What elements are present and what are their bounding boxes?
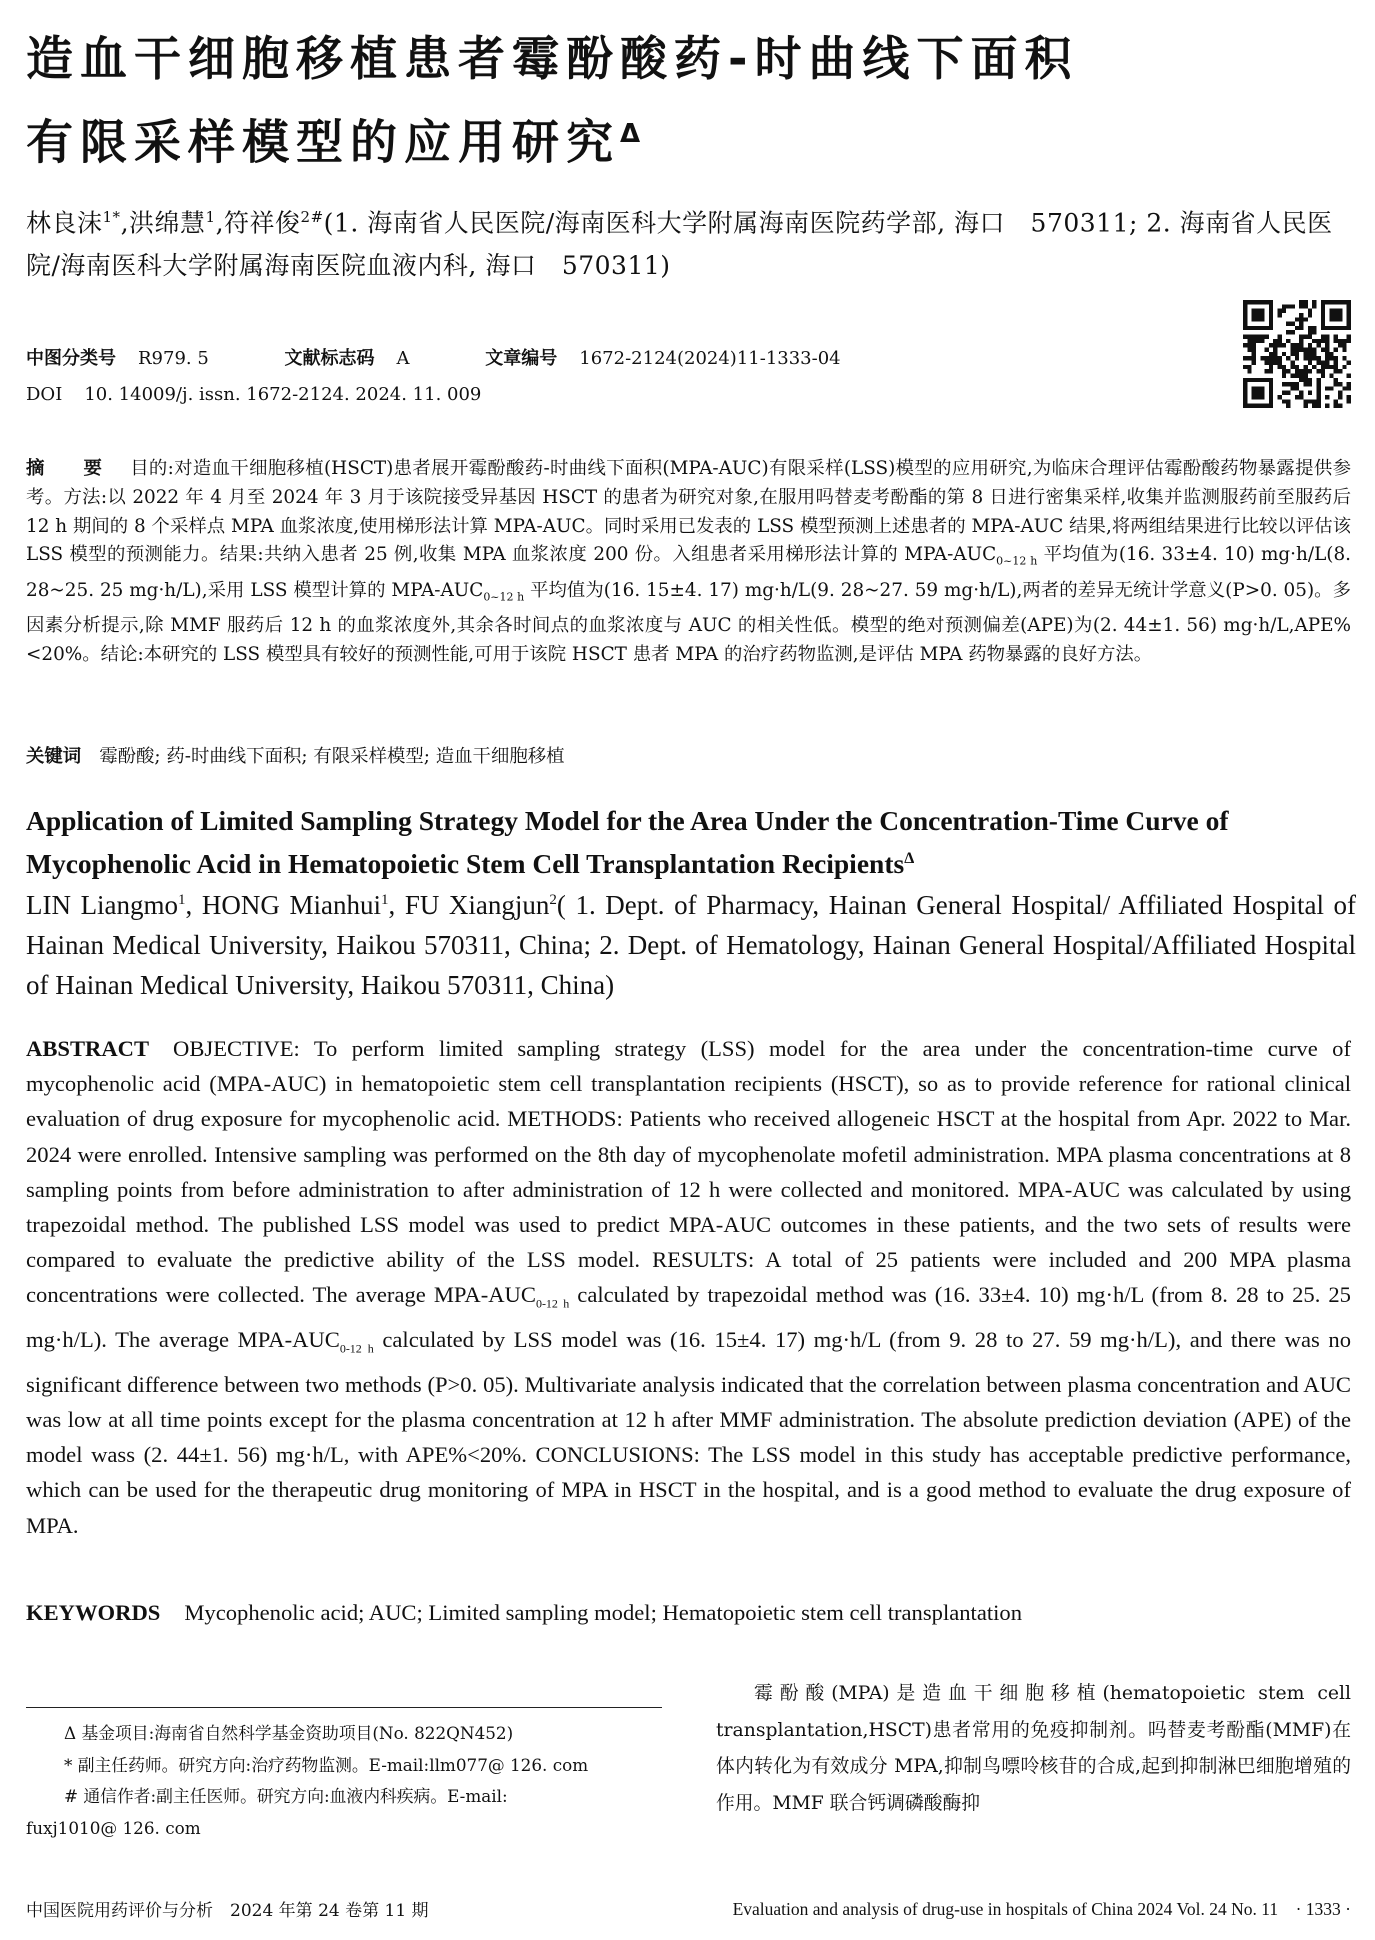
author-3-sup: 2# <box>300 208 324 226</box>
clc-value: R979. 5 <box>138 348 209 369</box>
en-author-3: FU Xiangjun <box>404 890 550 920</box>
title-line-1: 造血干细胞移植患者霉酚酸药-时曲线下面积 <box>26 32 1079 87</box>
cn-abstract-part-2: 平均值为(16. 33±4. 10) mg·h/L(8. 28~25. 25 mg·h/L),采用 LSS 模型计算的 MPA-AUC <box>26 544 1351 601</box>
en-article-title <box>26 802 1356 883</box>
doi-label: DOI <box>26 384 63 405</box>
cn-keywords-text: 霉酚酸; 药-时曲线下面积; 有限采样模型; 造血干细胞移植 <box>99 746 565 767</box>
en-abstract-part-2: calculated by trapezoidal method was (16. 33±4. 10) mg·h/L (from 8. 28 to 25. 25 mg·h/L). The average MPA-AUC <box>26 1282 1351 1353</box>
body-paragraph: 霉酚酸(MPA)是造血干细胞移植(hematopoietic stem cell transplantation,HSCT)患者常用的免疫抑制剂。吗替麦考酚酯(MMF)在体内转化为有效成分 MPA,抑制鸟嘌呤核苷的合成,起到抑制淋巴细胞增殖的作用。MMF 联合钙调磷酸酶抑 <box>716 1683 1351 1814</box>
footnote-corresponding: # 通信作者:副主任医师。研究方向:血液内科疾病。E-mail: <box>64 1786 508 1806</box>
en-title-fund-mark: Δ <box>904 850 915 867</box>
en-author-block: LIN Liangmo$^1$, HONG Mianhui$^1$, FU Xiangjun$^2$( 1. Dept. of Pharmacy, Hainan General Hospital/ Affiliated Hospital of Hainan Medical University, Haikou 570311, China; 2. Dept. of Hematology, Hainan General Hospital/Affiliated Hospital of Hainan Medical University, Haikou 570311, China) <box>26 890 1357 1000</box>
footnotes <box>26 1718 664 1844</box>
footnote-fund: Δ 基金项目:海南省自然科学基金资助项目(No. 822QN452) <box>64 1723 514 1743</box>
cn-keywords-label: 关键词 <box>26 746 82 767</box>
en-auc-subscript-1: 0-12 h <box>535 1296 570 1311</box>
en-author-1-sup: 1 <box>178 892 186 908</box>
author-affiliations: (1. 海南省人民医院/海南医科大学附属海南医院药学部, 海口 570311; 2. 海南省人民医院/海南医科大学附属海南医院血液内科, 海口 570311) <box>26 208 1333 281</box>
cn-keywords <box>26 743 1351 771</box>
clc-label: 中图分类号 <box>26 348 116 369</box>
title-line-2 <box>26 97 1351 181</box>
journal-footer-cn: 中国医院用药评价与分析 2024 年第 24 卷第 11 期 <box>26 1901 429 1921</box>
footnote-author: * 副主任药师。研究方向:治疗药物监测。E-mail:llm077@ 126. com <box>64 1754 589 1775</box>
article-number-label: 文章编号 <box>485 348 558 369</box>
author-1: 林良沫 <box>26 208 103 238</box>
en-author-2-sup: 1 <box>380 892 389 908</box>
footnote-divider <box>26 1707 662 1708</box>
classification-line <box>26 344 911 370</box>
article-number-value: 1672-2124(2024)11-1333-04 <box>579 348 841 369</box>
en-keywords-label: KEYWORDS <box>26 1600 161 1625</box>
doc-code-value: A <box>396 348 410 369</box>
en-author-affiliations: ( 1. Dept. of Pharmacy, Hainan General Hospital/ Affiliated Hospital of Hainan Medical University, Haikou 570311, China; 2. Dept. of Hematology, Hainan General Hospital/Affiliated Hospital of Hainan Medical University, Haikou 570311, China) <box>26 890 1357 1000</box>
en-abstract-label: ABSTRACT <box>26 1036 150 1061</box>
en-abstract-part-3: calculated by LSS model was (16. 15±4. 17) mg·h/L (from 9. 28 to 27. 59 mg·h/L), and there was no significant difference between two methods (P>0. 05). Multivariate analysis indicated that the correlation between plasma concentration and AUC was low at all time points except for the plasma concentration at 12 h after MMF administration. The absolute prediction deviation (APE) of the model wass (2. 44±1. 56) mg·h/L, with APE%<20%. CONCLUSIONS: The LSS model in this study has acceptable predictive performance, which can be used for the therapeutic drug monitoring of MPA in HSCT in the hospital, and is a good method to evaluate the drug exposure of MPA. <box>26 1327 1351 1538</box>
article-title <box>26 22 1351 181</box>
en-keywords-text: Mycophenolic acid; AUC; Limited sampling model; Hematopoietic stem cell transplantation <box>184 1600 1022 1625</box>
author-3: 符祥俊 <box>224 208 301 238</box>
cn-auc-subscript-2: 0~12 h <box>483 590 525 604</box>
cn-auc-subscript-1: 0~12 h <box>996 555 1038 569</box>
cn-abstract-label: 摘 要 <box>26 458 113 479</box>
title-fund-mark: Δ <box>620 119 641 149</box>
cn-abstract-part-1: 目的:对造血干细胞移植(HSCT)患者展开霉酚酸药-时曲线下面积(MPA-AUC)有限采样(LSS)模型的应用研究,为临床合理评估霉酚酸药物暴露提供参考。方法:以 2022 年 4 月至 2024 年 3 月于该院接受异基因 HSCT 的患者为研究对象,在服用吗替麦考酚酯的第 8 日进行密集采样,收集并监测服药前至服药后 12 h 期间的 8 个采样点 MPA 血浆浓度,使用梯形法计算 MPA-AUC。同时采用已发表的 LSS 模型预测上述患者的 MPA-AUC 结果,将两组结果进行比较以评估该 LSS 模型的预测能力。结果:共纳入患者 25 例,收集 MPA 血浆浓度 200 份。入组患者采用梯形法计算的 MPA-AUC <box>26 458 1351 566</box>
cn-abstract <box>26 455 1351 670</box>
en-auc-subscript-2: 0-12 h <box>339 1341 374 1356</box>
journal-footer-en: Evaluation and analysis of drug-use in hospitals of China 2024 Vol. 24 No. 11 · 1333 · <box>732 1899 1351 1919</box>
en-abstract-part-1: OBJECTIVE: To perform limited sampling strategy (LSS) model for the area under the concentration-time curve of mycophenolic acid (MPA-AUC) in hematopoietic stem cell transplantation recipients (HSCT), so as to provide reference for rational clinical evaluation of drug exposure for mycophenolic acid. METHODS: Patients who received allogeneic HSCT at the hospital from Apr. 2022 to Mar. 2024 were enrolled. Intensive sampling was performed on the 8th day of mycophenolate mofetil administration. MPA plasma concentrations at 8 sampling points from before administration to after administration of 12 h were collected and monitored. MPA-AUC was calculated by using trapezoidal method. The published LSS model was used to predict MPA-AUC outcomes in these patients, and the two sets of results were compared to evaluate the predictive ability of the LSS model. RESULTS: A total of 25 patients were included and 200 MPA plasma concentrations were collected. The average MPA-AUC <box>26 1036 1351 1308</box>
author-block: 林良沫$^{1*}$,洪绵慧$^1$,符祥俊$^{2\#}$(1. 海南省人民医院/海南医科大学附属海南医院药学部, 海口 570311; 2. 海南省人民医院/海南医科大学附属海南医院血液内科, 海口 570311) <box>26 208 1333 281</box>
author-1-sup: 1* <box>102 208 121 226</box>
en-keywords <box>26 1596 1351 1630</box>
en-title-text: Application of Limited Sampling Strategy Model for the Area Under the Concentration-Time Curve of Mycophenolic Acid in Hematopoietic Stem Cell Transplantation Recipients <box>26 805 1229 880</box>
title-line-2-text: 有限采样模型的应用研究 <box>26 115 620 171</box>
en-abstract <box>26 1031 1351 1543</box>
doc-code-label: 文献标志码 <box>284 348 375 369</box>
cn-abstract-part-3: 平均值为(16. 15±4. 17) mg·h/L(9. 28~27. 59 mg·h/L),两者的差异无统计学意义(P>0. 05)。多因素分析提示,除 MMF 服药后 12 h 的血浆浓度外,其余各时间点的血浆浓度与 AUC 的相关性低。模型的绝对预测偏差(APE)为(2. 44±1. 56) mg·h/L,APE%<20%。结论:本研究的 LSS 模型具有较好的预测性能,可用于该院 HSCT 患者 MPA 的治疗药物监测,是评估 MPA 药物暴露的良好方法。 <box>26 579 1352 666</box>
qr-code[interactable] <box>1243 300 1351 408</box>
author-2-sup: 1 <box>205 208 216 226</box>
author-2: 洪绵慧 <box>129 208 206 238</box>
en-author-2: HONG Mianhui <box>201 890 381 920</box>
doi-value: 10. 14009/j. issn. 1672-2124. 2024. 11. 009 <box>84 384 482 405</box>
en-author-1: LIN Liangmo <box>26 890 179 920</box>
footnote-corresponding-email: fuxj1010@ 126. com <box>26 1817 201 1838</box>
en-author-3-sup: 2 <box>549 892 557 908</box>
doi-line <box>26 384 481 405</box>
